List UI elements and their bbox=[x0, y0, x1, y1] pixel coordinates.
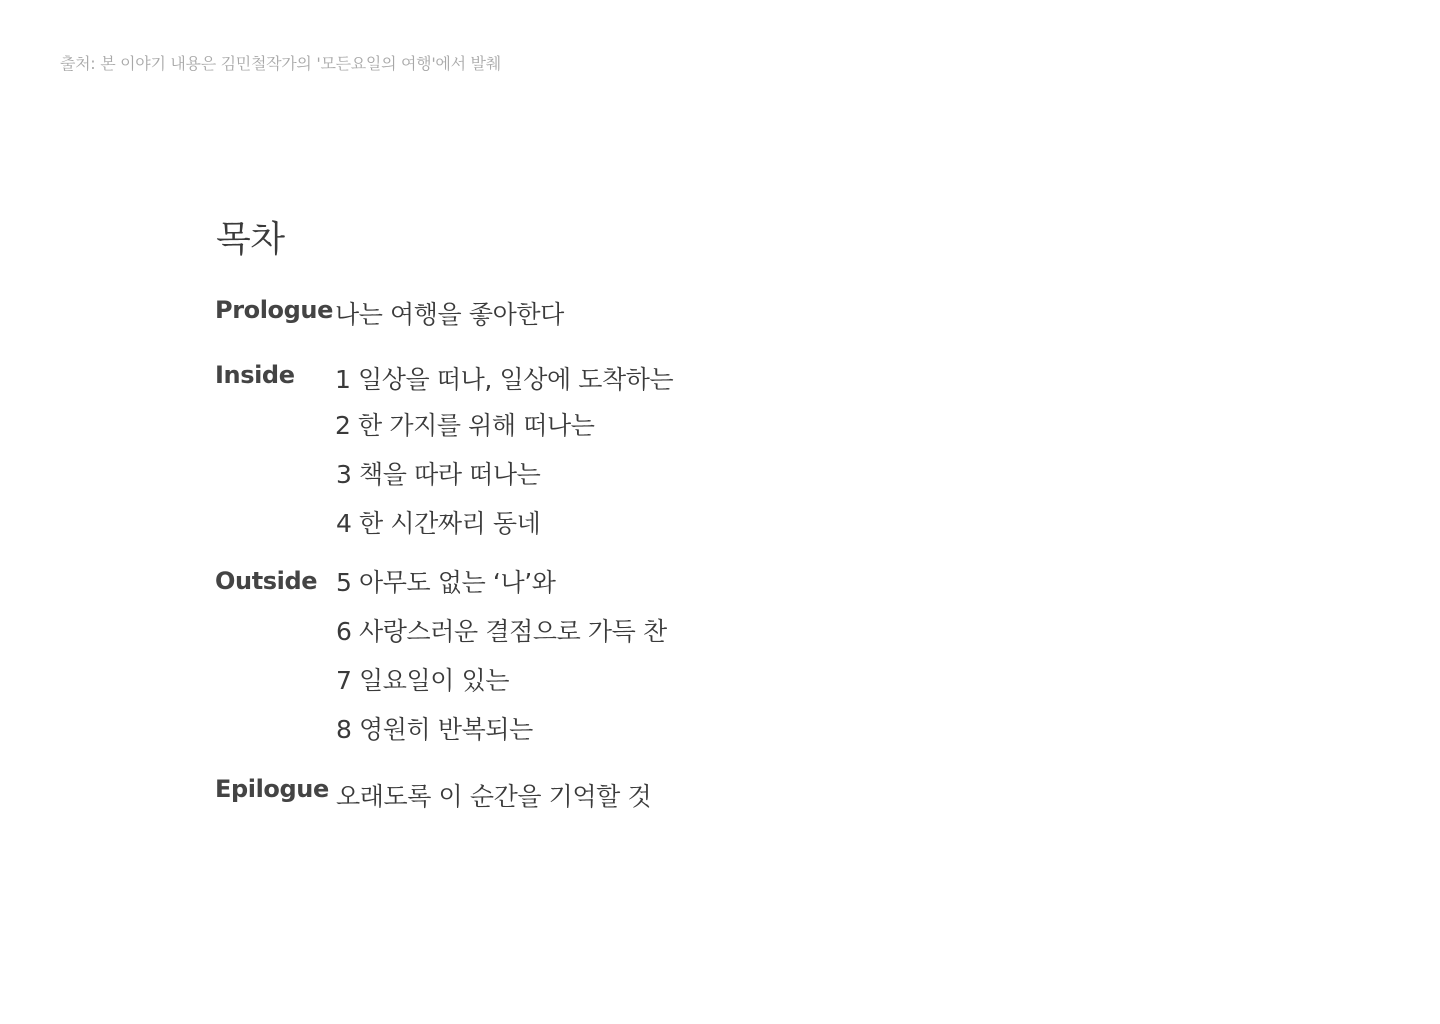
toc-entry-3: 3 책을 따라 떠나는 bbox=[336, 460, 541, 489]
toc-entry-7: 7 일요일이 있는 bbox=[336, 666, 510, 695]
toc-entry-1: 1 일상을 떠나, 일상에 도착하는 bbox=[335, 365, 674, 394]
toc-entry-6: 6 사랑스러운 결점으로 가득 찬 bbox=[336, 617, 667, 646]
source-note: 출처: 본 이야기 내용은 김민철작가의 '모든요일의 여행'에서 발췌 bbox=[60, 54, 501, 73]
section-label-inside: Inside bbox=[215, 361, 295, 389]
toc-entry-prologue: 나는 여행을 좋아한다 bbox=[335, 300, 564, 329]
section-label-outside: Outside bbox=[215, 567, 318, 595]
toc-entry-2: 2 한 가지를 위해 떠나는 bbox=[335, 411, 595, 440]
toc-entry-4: 4 한 시간짜리 동네 bbox=[336, 509, 541, 538]
toc-entry-8: 8 영원히 반복되는 bbox=[336, 715, 533, 744]
toc-title: 목차 bbox=[216, 219, 285, 260]
section-label-prologue: Prologue bbox=[215, 296, 333, 324]
toc-entry-epilogue: 오래도록 이 순간을 기억할 것 bbox=[336, 782, 652, 811]
section-label-epilogue: Epilogue bbox=[215, 775, 329, 803]
toc-entry-5: 5 아무도 없는 ‘나’와 bbox=[336, 568, 556, 597]
